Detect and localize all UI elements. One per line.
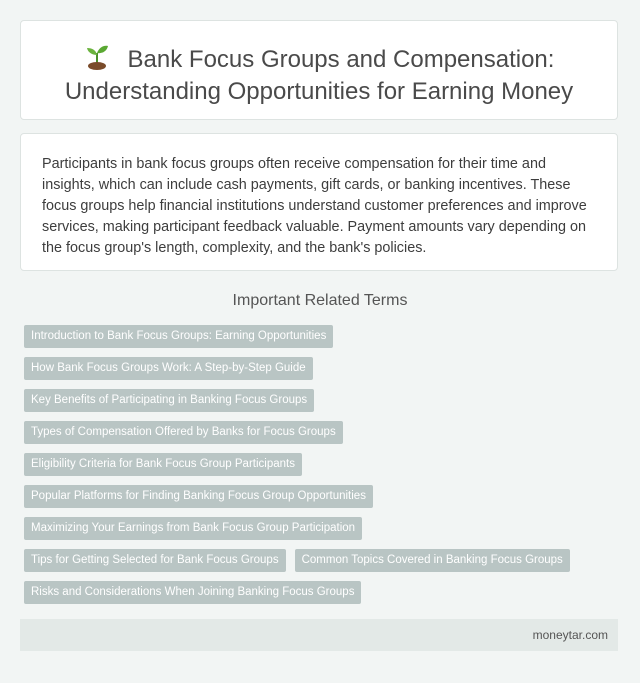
related-term-tag[interactable]: Introduction to Bank Focus Groups: Earning Opportunities — [24, 325, 333, 348]
related-term-tag[interactable]: Tips for Getting Selected for Bank Focus Groups — [24, 549, 286, 572]
related-term-tag[interactable]: Eligibility Criteria for Bank Focus Group Participants — [24, 453, 302, 476]
sprout-icon — [84, 43, 110, 71]
related-term-tag[interactable]: Risks and Considerations When Joining Banking Focus Groups — [24, 581, 361, 604]
footer — [20, 619, 618, 651]
page-title-line-2: Understanding Opportunities for Earning Money — [64, 78, 574, 105]
related-term-tag[interactable]: Types of Compensation Offered by Banks for Focus Groups — [24, 421, 343, 444]
title-card — [20, 20, 618, 120]
summary-card — [20, 133, 618, 271]
footer-site-name[interactable]: moneytar.com — [532, 628, 608, 642]
related-term-tag[interactable]: Key Benefits of Participating in Banking Focus Groups — [24, 389, 314, 412]
related-term-tag[interactable]: How Bank Focus Groups Work: A Step-by-Step Guide — [24, 357, 313, 380]
related-term-tag[interactable]: Popular Platforms for Finding Banking Focus Group Opportunities — [24, 485, 373, 508]
related-terms-heading: Important Related Terms — [232, 292, 408, 309]
related-term-tag[interactable]: Maximizing Your Earnings from Bank Focus Group Participation — [24, 517, 362, 540]
related-term-tag[interactable]: Common Topics Covered in Banking Focus Groups — [295, 549, 570, 572]
page-title-line-1: Bank Focus Groups and Compensation: — [127, 46, 555, 73]
related-terms-list — [24, 325, 624, 613]
summary-text: Participants in bank focus groups often receive compensation for their time and insights, which can include cash payments, gift cards, or banking incentives. These focus groups help financial institutions understand customer preferences and improve services, making participant feedback valuable. Payment amounts vary depending on the focus group's length, complexity, and the bank's policies. — [42, 156, 587, 256]
